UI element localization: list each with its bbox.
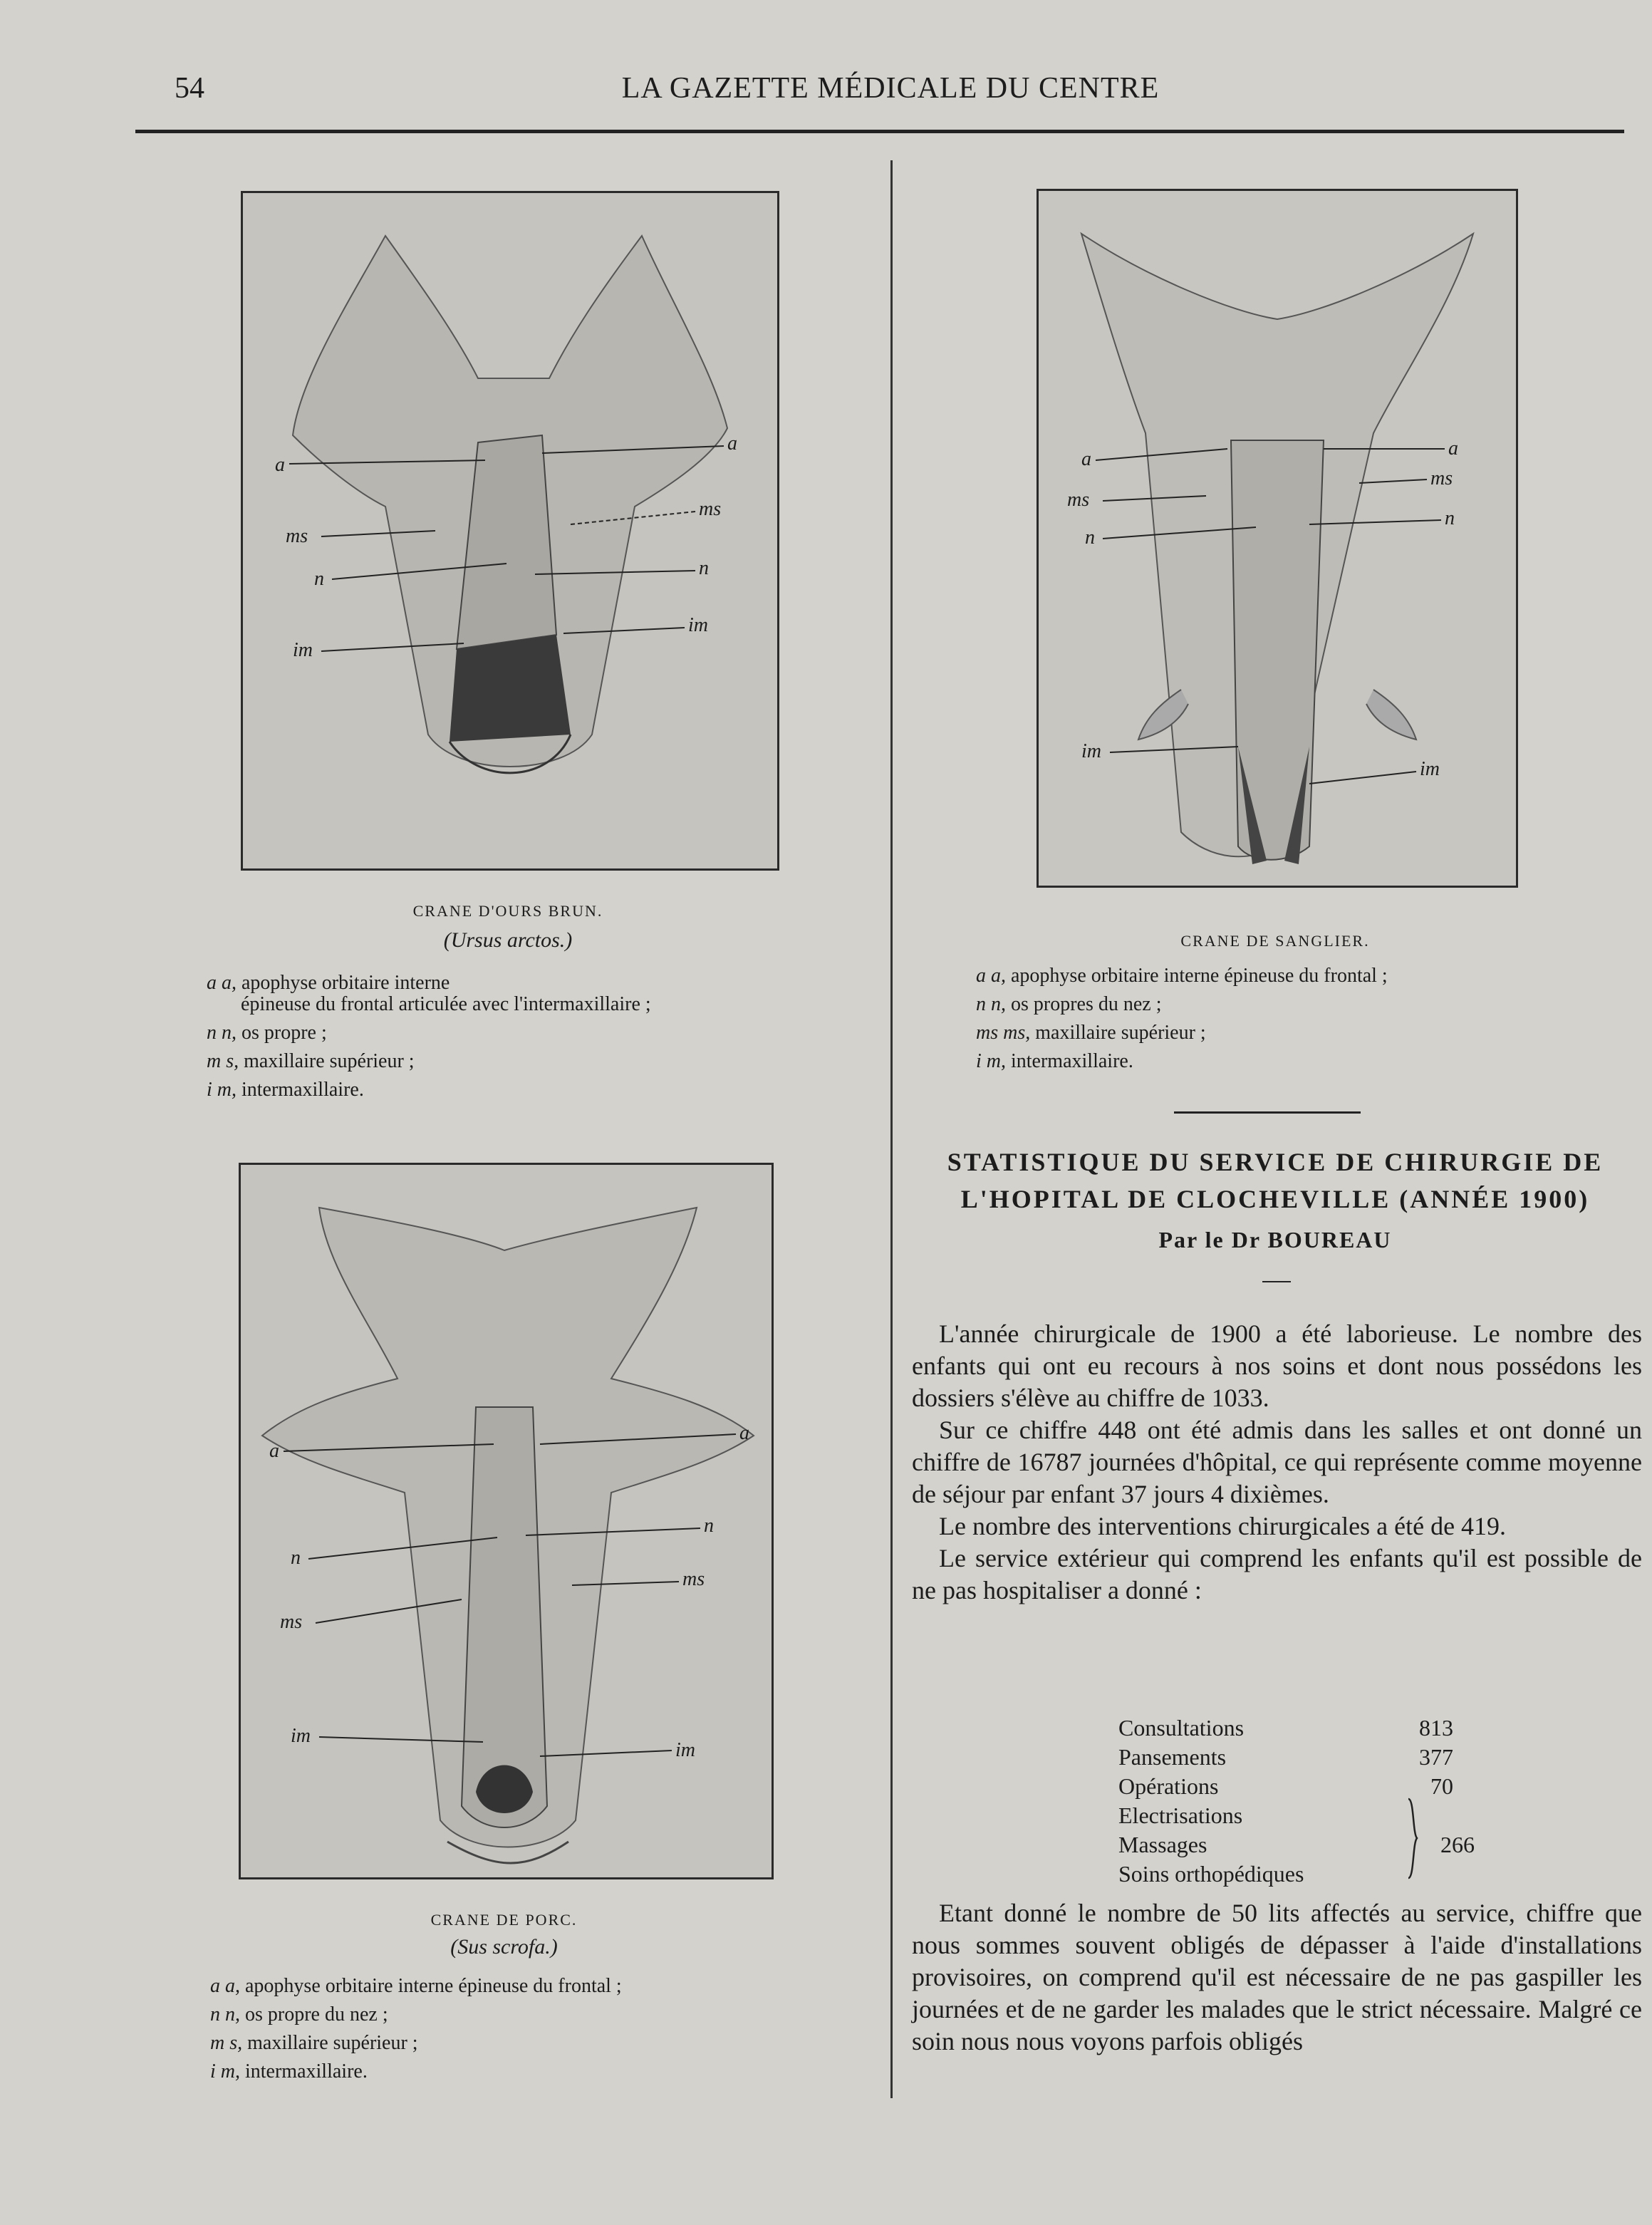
boar-legend bbox=[976, 962, 1617, 1076]
label-n-right: n bbox=[704, 1515, 714, 1537]
stats-row bbox=[1118, 1801, 1475, 1830]
stats-label: Opérations bbox=[1118, 1773, 1219, 1799]
label-n-left: n bbox=[1085, 527, 1095, 549]
legend-text: os propre du nez ; bbox=[245, 2003, 388, 2026]
label-ms-right: ms bbox=[682, 1568, 705, 1590]
stats-label: Massages bbox=[1118, 1832, 1207, 1857]
article-author: Par le Dr BOUREAU bbox=[1158, 1227, 1392, 1252]
boar-skull-drawing bbox=[1039, 191, 1516, 886]
stats-value: 70 bbox=[1430, 1773, 1453, 1799]
label-a-right: a bbox=[1448, 437, 1458, 460]
pig-skull-drawing bbox=[241, 1165, 772, 1877]
paragraph: Le nombre des interventions chirurgicales a été de 419. bbox=[939, 1512, 1507, 1540]
legend-key: i m, bbox=[207, 1079, 237, 1101]
legend-text: maxillaire supérieur ; bbox=[244, 1050, 415, 1072]
article-title bbox=[905, 1143, 1646, 1218]
legend-key: n n, bbox=[210, 2003, 240, 2026]
stats-label: Soins orthopédiques bbox=[1118, 1861, 1304, 1887]
label-a-right: a bbox=[739, 1422, 749, 1444]
header-rule bbox=[135, 130, 1624, 133]
paragraph: Sur ce chiffre 448 ont été admis dans les salles et ont donné un chiffre de 16787 journées d'hôpital, ce qui représente comme moyenne de séjour par enfant 37 jours 4 dixièmes. bbox=[912, 1416, 1642, 1508]
bear-caption-title: CRANE D'OURS BRUN. bbox=[412, 902, 603, 920]
legend-key: n n, bbox=[207, 1022, 237, 1044]
label-ms-left: ms bbox=[286, 525, 308, 547]
label-n-left: n bbox=[314, 568, 324, 590]
legend-key: n n, bbox=[976, 993, 1006, 1015]
stats-label: Electrisations bbox=[1118, 1803, 1243, 1828]
legend-text: intermaxillaire. bbox=[1011, 1050, 1133, 1072]
boar-skull-figure bbox=[1037, 189, 1518, 888]
stats-row bbox=[1118, 1830, 1475, 1860]
label-ms-right: ms bbox=[1430, 467, 1453, 489]
label-a-left: a bbox=[1081, 448, 1091, 470]
label-ms-right: ms bbox=[699, 498, 722, 520]
legend-text: apophyse orbitaire interne bbox=[241, 972, 450, 994]
stats-table bbox=[1118, 1713, 1475, 1889]
legend-key: m s, bbox=[207, 1050, 239, 1072]
stats-label: Consultations bbox=[1118, 1715, 1245, 1741]
article-title-line2: L'HOPITAL DE CLOCHEVILLE (ANNÉE 1900) bbox=[960, 1185, 1590, 1213]
article-body bbox=[912, 1318, 1642, 1607]
pig-skull-figure bbox=[239, 1163, 774, 1879]
legend-key: i m, bbox=[976, 1050, 1006, 1072]
legend-key: a a, bbox=[207, 972, 237, 994]
pig-caption-title: CRANE DE PORC. bbox=[430, 1911, 578, 1929]
legend-text: os propres du nez ; bbox=[1011, 993, 1162, 1015]
stats-row bbox=[1118, 1743, 1475, 1772]
bear-legend bbox=[207, 969, 848, 1104]
stats-row bbox=[1118, 1772, 1475, 1801]
legend-text: épineuse du frontal articulée avec l'intermaxillaire ; bbox=[241, 993, 651, 1015]
author-rule bbox=[1262, 1281, 1291, 1282]
page-number: 54 bbox=[175, 72, 204, 105]
label-im-left: im bbox=[293, 639, 313, 661]
stats-value: 377 bbox=[1419, 1744, 1453, 1770]
legend-text: os propre ; bbox=[241, 1022, 327, 1044]
label-im-left: im bbox=[291, 1725, 311, 1747]
legend-key: i m, bbox=[210, 2060, 240, 2083]
legend-text: maxillaire supérieur ; bbox=[247, 2032, 418, 2054]
stats-value: 813 bbox=[1419, 1715, 1453, 1741]
paragraph: Le service extérieur qui comprend les enfants qu'il est possible de ne pas hospitaliser a donné : bbox=[912, 1544, 1642, 1604]
label-n-right: n bbox=[1445, 507, 1455, 529]
brace-icon bbox=[1407, 1798, 1418, 1879]
label-ms-left: ms bbox=[280, 1611, 303, 1633]
article-title-line1: STATISTIQUE DU SERVICE DE CHIRURGIE DE bbox=[947, 1148, 1604, 1176]
pig-legend bbox=[210, 1972, 851, 2086]
stats-label: Pansements bbox=[1118, 1744, 1227, 1770]
stats-row bbox=[1118, 1713, 1475, 1743]
label-im-right: im bbox=[688, 614, 708, 636]
article-closing bbox=[912, 1897, 1642, 2058]
legend-key: m s, bbox=[210, 2032, 243, 2054]
label-a-right: a bbox=[727, 432, 737, 455]
bear-skull-figure bbox=[241, 191, 779, 871]
label-a-left: a bbox=[269, 1440, 279, 1462]
label-a-left: a bbox=[275, 454, 285, 476]
paragraph: Etant donné le nombre de 50 lits affectés au service, chiffre que nous sommes souvent obligés de dépasser à l'aide d'installations provisoires, on comprend qu'il est nécessaire de ne pas gaspiller les journées et de ne garder les malades que le strict nécessaire. Malgré ce soin nous nous voyons parfois obligés bbox=[912, 1899, 1642, 2055]
bear-skull-drawing bbox=[243, 193, 777, 868]
label-n-left: n bbox=[291, 1547, 301, 1569]
legend-key: ms ms, bbox=[976, 1022, 1031, 1044]
pig-caption-latin: (Sus scrofa.) bbox=[450, 1935, 558, 1959]
label-im-right: im bbox=[1420, 758, 1440, 780]
label-n-right: n bbox=[699, 557, 709, 579]
journal-title: LA GAZETTE MÉDICALE DU CENTRE bbox=[621, 72, 1160, 105]
legend-text: intermaxillaire. bbox=[241, 1079, 364, 1101]
legend-text: intermaxillaire. bbox=[245, 2060, 368, 2083]
legend-text: maxillaire supérieur ; bbox=[1035, 1022, 1206, 1044]
section-rule bbox=[1174, 1111, 1361, 1114]
legend-text: apophyse orbitaire interne épineuse du frontal ; bbox=[245, 1975, 622, 1997]
legend-text: apophyse orbitaire interne épineuse du frontal ; bbox=[1011, 965, 1388, 987]
legend-key: a a, bbox=[210, 1975, 240, 1997]
column-rule bbox=[890, 160, 893, 2098]
label-im-left: im bbox=[1081, 740, 1101, 762]
boar-caption-title: CRANE DE SANGLIER. bbox=[1180, 932, 1370, 950]
stats-row bbox=[1118, 1860, 1475, 1889]
legend-key: a a, bbox=[976, 965, 1006, 987]
label-im-right: im bbox=[675, 1739, 695, 1761]
bear-caption-latin: (Ursus arctos.) bbox=[443, 928, 573, 952]
paragraph: L'année chirurgicale de 1900 a été laborieuse. Le nombre des enfants qui ont eu recours à nos soins et dont nous possédons les dossiers s'élève au chiffre de 1033. bbox=[912, 1319, 1642, 1412]
stats-value: 266 bbox=[1440, 1832, 1475, 1857]
label-ms-left: ms bbox=[1067, 489, 1090, 511]
